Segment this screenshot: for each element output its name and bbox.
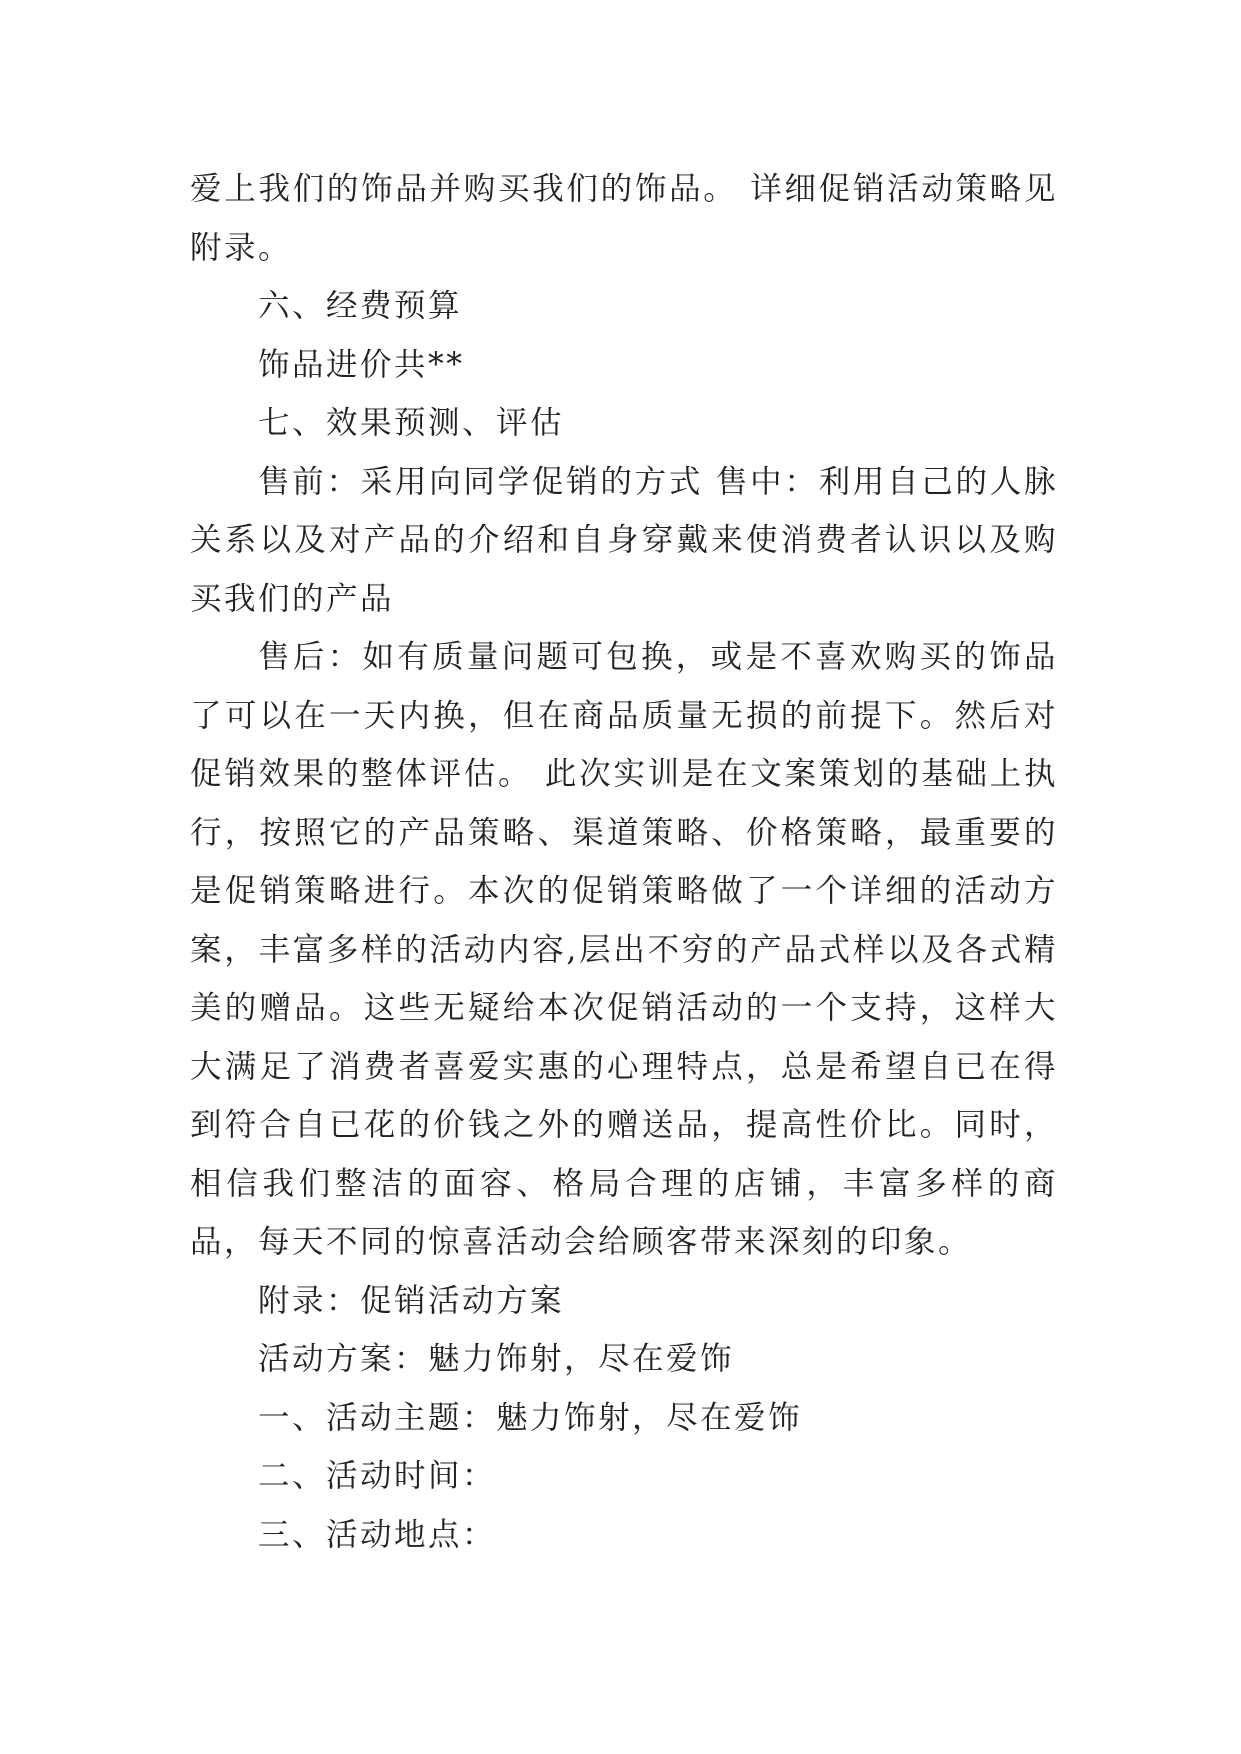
paragraph-continuation: 爱上我们的饰品并购买我们的饰品。 详细促销活动策略见附录。 xyxy=(190,171,1058,266)
document-body xyxy=(190,160,1058,1564)
section-heading-evaluation: 七、效果预测、评估 xyxy=(258,405,565,441)
activity-time: 二、活动时间： xyxy=(258,1458,497,1494)
activity-location: 三、活动地点： xyxy=(258,1516,497,1553)
appendix-heading: 附录：促销活动方案 xyxy=(258,1282,565,1319)
paragraph-aftersale: 售后：如有质量问题可包换，或是不喜欢购买的饰品了可以在一天内换，但在商品质量无损的前提下。然后对促销效果的整体评估。 此次实训是在文案策划的基础上执行，按照它的产品策略、渠道策略、价格策略，最重要的是促销策略进行。本次的促销策略做了一个详细的活动方案，丰富多样的活动内容,层出不穷的产品式样以及各式精美的赠品。这些无疑给本次促销活动的一个支持，这样大大满足了消费者喜爱实惠的心理特点，总是希望自已在得到符合自已花的价钱之外的赠送品，提高性价比。同时，相信我们整洁的面容、格局合理的店铺，丰富多样的商品，每天不同的惊喜活动会给顾客带来深刻的印象。 xyxy=(190,639,1058,1260)
activity-theme: 一、活动主题：魅力饰射，尽在爱饰 xyxy=(258,1399,803,1436)
paragraph-presale: 售前：采用向同学促销的方式 售中：利用自己的人脉关系以及对产品的介绍和自身穿戴来使消费者认识以及购买我们的产品 xyxy=(190,463,1058,617)
paragraph-cost: 饰品进价共** xyxy=(258,346,465,383)
activity-plan-title: 活动方案：魅力饰射，尽在爱饰 xyxy=(258,1341,735,1377)
section-heading-budget: 六、经费预算 xyxy=(258,288,463,324)
